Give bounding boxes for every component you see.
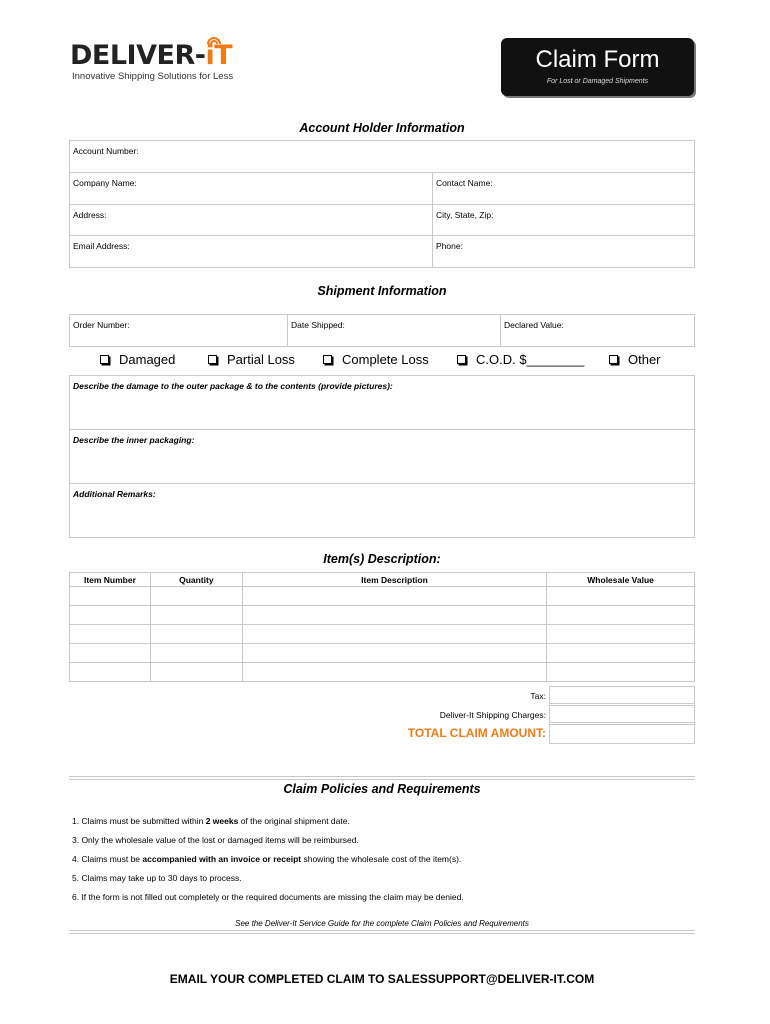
total-row	[300, 724, 695, 744]
page-subtitle: For Lost or Damaged Shipments	[546, 78, 649, 85]
table-row	[70, 625, 695, 644]
checkbox-icon[interactable]	[609, 355, 618, 364]
phone-field[interactable]	[433, 236, 695, 268]
items-table	[69, 572, 695, 682]
signal-icon	[205, 34, 223, 46]
option-other[interactable]	[609, 352, 661, 367]
contact-name-field[interactable]	[433, 173, 695, 205]
shipping-row	[300, 705, 695, 723]
claim-type-options	[100, 352, 700, 370]
table-row	[70, 587, 695, 606]
option-partial-loss[interactable]	[208, 352, 295, 367]
company-name-field[interactable]	[70, 173, 433, 205]
divider	[69, 776, 695, 777]
table-cell[interactable]	[150, 644, 242, 663]
option-partial-loss-label: Partial Loss	[227, 352, 295, 367]
checkbox-icon[interactable]	[208, 355, 217, 364]
option-damaged-label: Damaged	[119, 352, 176, 367]
service-guide-note: See the Deliver-It Service Guide for the complete Claim Policies and Requirements	[235, 919, 529, 928]
tax-label: Tax:	[530, 691, 546, 701]
company-name-label: Company Name:	[73, 178, 137, 188]
option-complete-loss-label: Complete Loss	[342, 352, 429, 367]
policy-1-post: of the original shipment date.	[238, 816, 350, 826]
option-other-label: Other	[628, 352, 661, 367]
policy-item	[72, 854, 461, 864]
shipment-section-title: Shipment Information	[317, 284, 447, 298]
table-cell[interactable]	[242, 625, 546, 644]
logo-text-accent: iT	[205, 40, 233, 71]
email-address-field[interactable]	[70, 236, 433, 268]
order-number-field[interactable]	[70, 315, 288, 347]
table-cell[interactable]	[242, 663, 546, 682]
table-row	[70, 606, 695, 625]
shipment-grid	[69, 314, 695, 347]
tax-field[interactable]	[549, 686, 695, 704]
account-section-title: Account Holder Information	[299, 121, 465, 135]
account-number-field[interactable]	[70, 141, 695, 173]
col-wholesale-value: Wholesale Value	[547, 573, 695, 587]
damage-description-label: Describe the damage to the outer package & to the contents (provide pictures):	[73, 381, 393, 391]
policy-4-post: showing the wholesale cost of the item(s).	[301, 854, 462, 864]
checkbox-icon[interactable]	[457, 355, 466, 364]
policies-section-title: Claim Policies and Requirements	[283, 782, 481, 796]
policy-1-pre: 1. Claims must be submitted within	[72, 816, 206, 826]
email-address-label: Email Address:	[73, 241, 130, 251]
declared-value-field[interactable]	[501, 315, 695, 347]
date-shipped-field[interactable]	[288, 315, 501, 347]
additional-remarks-label: Additional Remarks:	[73, 489, 156, 499]
page-title: Claim Form	[535, 46, 660, 73]
table-cell[interactable]	[547, 663, 695, 682]
order-number-label: Order Number:	[73, 320, 130, 330]
divider	[69, 930, 695, 931]
address-label: Address:	[73, 210, 107, 220]
inner-packaging-field[interactable]	[70, 430, 695, 484]
address-field[interactable]	[70, 205, 433, 236]
policy-4-pre: 4. Claims must be	[72, 854, 143, 864]
inner-packaging-label: Describe the inner packaging:	[73, 435, 195, 445]
policy-item: 3. Only the wholesale value of the lost or damaged items will be reimbursed.	[72, 835, 359, 845]
policy-1-bold: 2 weeks	[205, 816, 239, 826]
policy-4-bold: accompanied with an invoice or receipt	[142, 854, 302, 864]
col-item-number: Item Number	[70, 573, 151, 587]
option-cod[interactable]	[457, 352, 584, 367]
table-row	[70, 663, 695, 682]
option-cod-label: C.O.D. $________	[476, 352, 585, 367]
company-logo	[70, 38, 260, 86]
additional-remarks-field[interactable]	[70, 484, 695, 538]
account-grid	[69, 140, 695, 268]
divider	[69, 779, 695, 780]
table-cell[interactable]	[70, 644, 151, 663]
table-cell[interactable]	[70, 606, 151, 625]
col-quantity: Quantity	[150, 573, 242, 587]
table-cell[interactable]	[547, 644, 695, 663]
table-cell[interactable]	[70, 625, 151, 644]
table-row	[70, 644, 695, 663]
table-cell[interactable]	[242, 644, 546, 663]
logo-text-main: DELIVER-	[70, 40, 206, 71]
option-damaged[interactable]	[100, 352, 175, 367]
table-cell[interactable]	[547, 606, 695, 625]
declared-value-label: Declared Value:	[504, 320, 564, 330]
policy-item: 6. If the form is not filled out completely or the required documents are missing the claim may be denied.	[72, 892, 464, 902]
date-shipped-label: Date Shipped:	[291, 320, 345, 330]
policy-item: 5. Claims may take up to 30 days to process.	[72, 873, 242, 883]
option-complete-loss[interactable]	[323, 352, 429, 367]
account-number-label: Account Number:	[73, 146, 139, 156]
table-cell[interactable]	[547, 625, 695, 644]
shipping-label: Deliver-It Shipping Charges:	[439, 710, 546, 720]
checkbox-icon[interactable]	[100, 355, 109, 364]
checkbox-icon[interactable]	[323, 355, 332, 364]
table-cell[interactable]	[70, 663, 151, 682]
email-instruction: EMAIL YOUR COMPLETED CLAIM TO SALESSUPPORT@DELIVER-IT.COM	[169, 972, 595, 986]
contact-name-label: Contact Name:	[436, 178, 493, 188]
table-cell[interactable]	[150, 587, 242, 606]
total-field[interactable]	[549, 724, 695, 744]
city-state-zip-field[interactable]	[433, 205, 695, 236]
items-section-title: Item(s) Description:	[323, 552, 441, 566]
table-cell[interactable]	[150, 625, 242, 644]
claim-form-title-box	[501, 38, 694, 96]
divider	[69, 933, 695, 934]
logo-tagline: Innovative Shipping Solutions for Less	[72, 71, 234, 82]
items-header-row	[70, 573, 695, 587]
table-cell[interactable]	[242, 587, 546, 606]
total-label: TOTAL CLAIM AMOUNT:	[407, 726, 546, 740]
table-cell[interactable]	[547, 587, 695, 606]
col-item-description: Item Description	[242, 573, 546, 587]
table-cell[interactable]	[242, 606, 546, 625]
shipping-field[interactable]	[549, 705, 695, 723]
tax-row	[300, 686, 695, 704]
damage-description-field[interactable]	[70, 376, 695, 430]
table-cell[interactable]	[150, 606, 242, 625]
table-cell[interactable]	[150, 663, 242, 682]
city-state-zip-label: City, State, Zip:	[436, 210, 494, 220]
policy-item	[72, 816, 350, 826]
description-grid	[69, 375, 695, 538]
phone-label: Phone:	[436, 241, 463, 251]
table-cell[interactable]	[70, 587, 151, 606]
